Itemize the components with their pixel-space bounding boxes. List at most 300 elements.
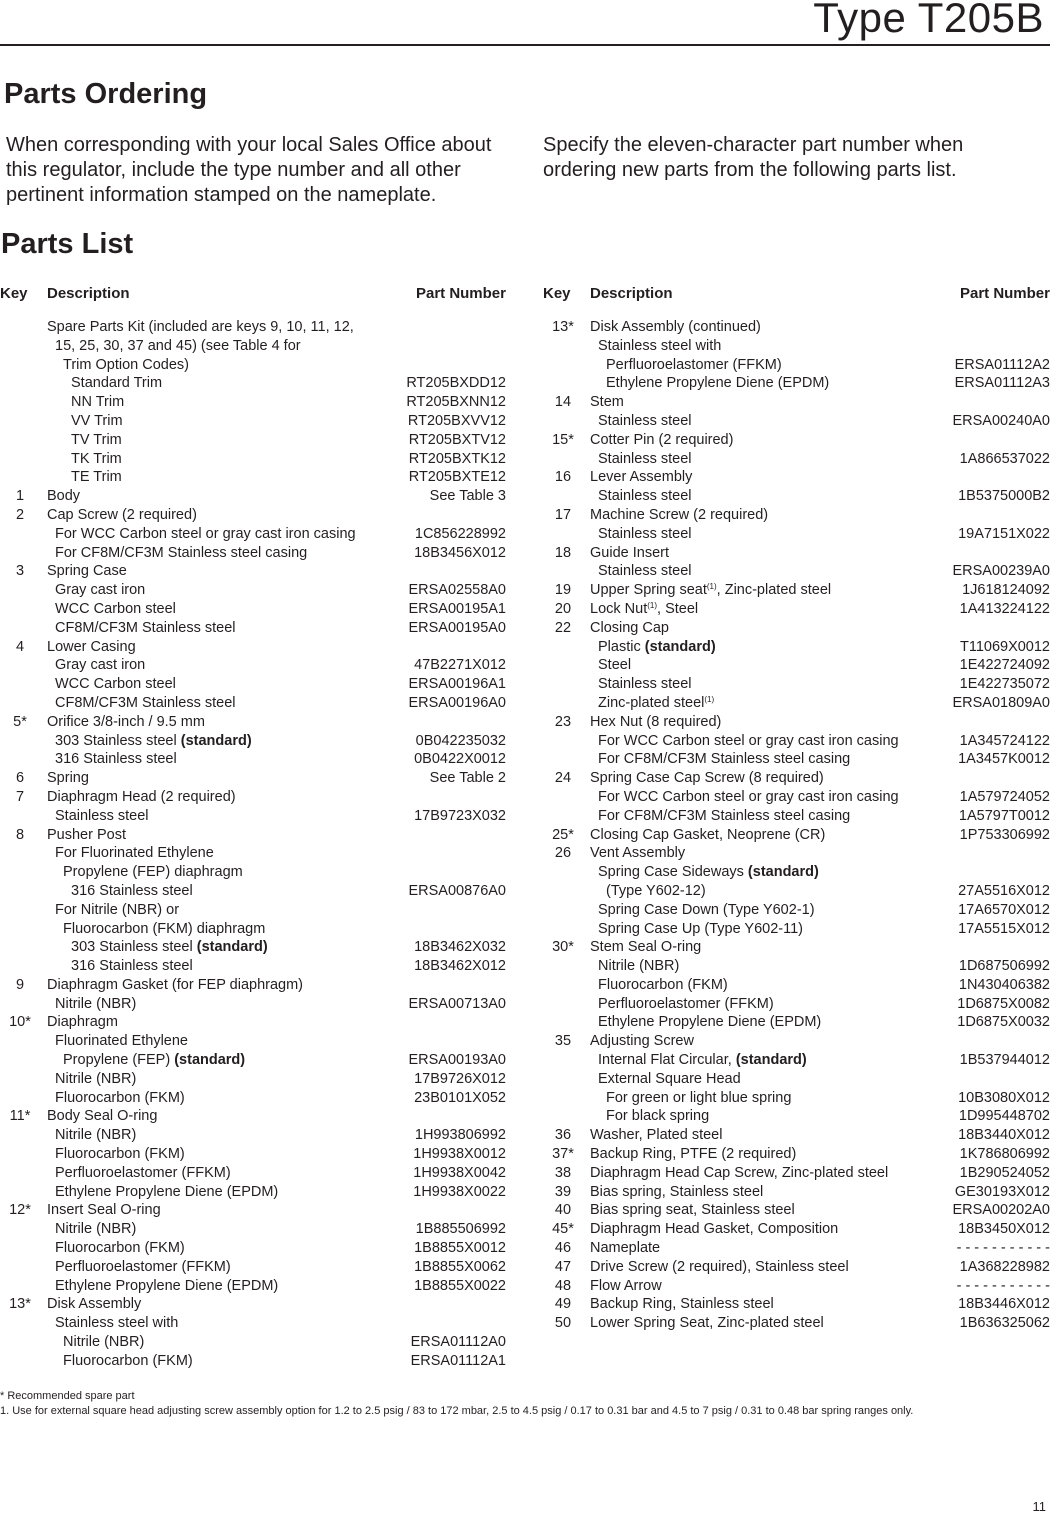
row-description: 303 Stainless steel (standard) (71, 939, 268, 956)
table-row (543, 1070, 1050, 1089)
table-row (0, 1333, 506, 1352)
table-row (543, 901, 1050, 920)
row-description: Stainless steel (598, 525, 692, 542)
row-key: 4 (15, 638, 25, 655)
row-part-number: ERSA00196A1 (408, 676, 506, 693)
footnotes (0, 1389, 913, 1419)
row-description: Propylene (FEP) diaphragm (63, 864, 243, 881)
row-description: Stainless steel (598, 412, 692, 429)
row-description: Diaphragm Gasket (for FEP diaphragm) (47, 976, 304, 993)
row-key: 5* (13, 713, 27, 730)
table-row (0, 957, 506, 976)
table-row (0, 1089, 506, 1108)
row-description: Adjusting Screw (590, 1033, 694, 1050)
row-description: Spring Case Sideways (standard) (598, 864, 819, 881)
row-description: Drive Screw (2 required), Stainless steel (590, 1258, 849, 1275)
row-part-number: 1C856228992 (414, 525, 506, 542)
table-row (543, 1145, 1050, 1164)
row-description: For Nitrile (NBR) or (55, 901, 180, 918)
row-part-number: 0B0422X0012 (414, 751, 506, 768)
table-row (0, 1258, 506, 1277)
table-row (0, 675, 506, 694)
table-row (0, 487, 506, 506)
table-row (543, 525, 1050, 544)
table-row (0, 468, 506, 487)
table-row (543, 938, 1050, 957)
parts-table-right (543, 282, 1050, 1333)
table-row (543, 807, 1050, 826)
table-row (0, 1239, 506, 1258)
row-part-number: 1B885506992 (415, 1221, 506, 1238)
table-row (0, 788, 506, 807)
row-description: 316 Stainless steel (71, 882, 193, 899)
table-row (543, 882, 1050, 901)
row-description: 15, 25, 30, 37 and 45) (see Table 4 for (55, 337, 301, 354)
row-part-number: See Table 2 (429, 770, 506, 787)
row-part-number: ERSA00202A0 (952, 1202, 1050, 1219)
row-description: Fluorocarbon (FKM) (55, 1240, 185, 1257)
standard-marker: (standard) (196, 939, 268, 956)
row-description: For WCC Carbon steel or gray cast iron casing (598, 788, 899, 805)
table-row (543, 1013, 1050, 1032)
row-key: 17 (554, 506, 572, 523)
row-part-number: 1A368228982 (959, 1258, 1050, 1275)
row-description: Fluorocarbon (FKM) (55, 1089, 185, 1106)
row-key: 39 (554, 1183, 572, 1200)
row-description: Internal Flat Circular, (standard) (598, 1052, 807, 1069)
row-description: Spring Case (47, 563, 127, 580)
row-part-number: 18B3450X012 (958, 1221, 1050, 1238)
row-part-number: 1H9938X0022 (413, 1183, 506, 1200)
row-description: Stainless steel (598, 563, 692, 580)
row-description: Upper Spring seat$^{(1)}$, Zinc-plated steel (590, 582, 832, 599)
table-row (543, 544, 1050, 563)
row-description: Perfluoroelastomer (FFKM) (606, 356, 782, 373)
table-row (0, 901, 506, 920)
row-description: For Fluorinated Ethylene (55, 845, 214, 862)
table-row (0, 1295, 506, 1314)
row-key: 11* (9, 1108, 31, 1125)
row-description: For CF8M/CF3M Stainless steel casing (598, 807, 851, 824)
row-key: 13* (9, 1296, 31, 1313)
table-row (543, 619, 1050, 638)
row-description: Diaphragm Head Gasket, Composition (590, 1221, 839, 1238)
row-key: 8 (15, 826, 25, 843)
row-description: For black spring (606, 1108, 710, 1125)
row-description: Spring Case Cap Screw (8 required) (590, 770, 824, 787)
row-key: 19 (554, 582, 572, 599)
row-description: Stainless steel (598, 676, 692, 693)
row-description: Spring (47, 770, 89, 787)
table-row (0, 807, 506, 826)
ordering-text-left: When corresponding with your local Sales Office about this regulator, include the type number and all other pertinent information stamped on the nameplate. (6, 134, 492, 206)
row-description: Stainless steel with (55, 1315, 179, 1332)
table-row (0, 732, 506, 751)
table-row (543, 995, 1050, 1014)
row-description: TK Trim (71, 450, 122, 467)
table-row (0, 920, 506, 939)
table-row (0, 600, 506, 619)
row-part-number: 1D6875X0032 (957, 1014, 1050, 1031)
table-row (543, 468, 1050, 487)
row-part-number: 18B3462X032 (414, 939, 506, 956)
row-description: Diaphragm Head Cap Screw, Zinc-plated steel (590, 1164, 889, 1181)
row-key: 35 (554, 1033, 572, 1050)
row-part-number: 1H9938X0042 (413, 1164, 506, 1181)
row-part-number: 1H993806992 (414, 1127, 506, 1144)
table-row (0, 1145, 506, 1164)
row-part-number: 1B636325062 (959, 1315, 1050, 1332)
row-description: Nameplate (590, 1240, 661, 1257)
row-key: 16 (554, 469, 572, 486)
row-description: NN Trim (71, 394, 125, 411)
row-description: Lower Spring Seat, Zinc-plated steel (590, 1315, 824, 1332)
table-row (0, 976, 506, 995)
table-row (0, 544, 506, 563)
table-row (0, 750, 506, 769)
table-row (0, 713, 506, 732)
row-description: TE Trim (71, 469, 122, 486)
row-description: Fluorocarbon (FKM) diaphragm (63, 920, 266, 937)
row-part-number: ERSA02558A0 (408, 582, 506, 599)
row-key: 26 (554, 845, 572, 862)
row-part-number: 47B2271X012 (414, 657, 506, 674)
row-description: Closing Cap (590, 619, 669, 636)
row-part-number: 17B9723X032 (414, 807, 506, 824)
table-body (0, 318, 506, 1371)
row-part-number: RT205BXTK12 (408, 450, 506, 467)
table-row (543, 863, 1050, 882)
row-description: Ethylene Propylene Diene (EPDM) (606, 375, 830, 392)
table-row (543, 750, 1050, 769)
table-row (543, 1126, 1050, 1145)
row-description: Fluorocarbon (FKM) (55, 1146, 185, 1163)
row-key: 24 (554, 770, 572, 787)
row-description: Closing Cap Gasket, Neoprene (CR) (590, 826, 826, 843)
row-description: External Square Head (598, 1070, 741, 1087)
table-row (0, 638, 506, 657)
table-row (0, 844, 506, 863)
row-description: Nitrile (NBR) (55, 1070, 137, 1087)
table-row (0, 656, 506, 675)
row-description: (Type Y602-12) (606, 882, 706, 899)
row-part-number: ERSA00713A0 (408, 995, 506, 1012)
table-row (543, 412, 1050, 431)
row-part-number: 10B3080X012 (958, 1089, 1050, 1106)
row-key: 25* (552, 826, 574, 843)
table-row (0, 826, 506, 845)
row-part-number: 1B537944012 (959, 1052, 1050, 1069)
row-part-number: 1A345724122 (959, 732, 1050, 749)
row-description: 316 Stainless steel (71, 958, 193, 975)
col-part-number-header: Part Number (959, 285, 1050, 302)
table-row (0, 694, 506, 713)
row-description: Pusher Post (47, 826, 126, 843)
row-description: Propylene (FEP) (standard) (63, 1052, 246, 1069)
row-description: Backup Ring, PTFE (2 required) (590, 1146, 797, 1163)
table-row (0, 506, 506, 525)
row-key: 46 (554, 1240, 572, 1257)
row-description: Gray cast iron (55, 657, 146, 674)
row-key: 9 (15, 976, 25, 993)
row-part-number: GE30193X012 (954, 1183, 1050, 1200)
row-part-number: RT205BXNN12 (406, 394, 506, 411)
header-rule (0, 44, 1050, 46)
row-part-number: 1B8855X0062 (414, 1258, 506, 1275)
row-description: WCC Carbon steel (55, 676, 176, 693)
row-part-number: 1J618124092 (962, 582, 1050, 599)
table-row (543, 957, 1050, 976)
table-row (543, 1258, 1050, 1277)
table-row (543, 1089, 1050, 1108)
row-key: 48 (554, 1277, 572, 1294)
table-row (543, 713, 1050, 732)
table-row (543, 694, 1050, 713)
row-part-number: 1H9938X0012 (413, 1146, 506, 1163)
row-part-number: 18B3456X012 (414, 544, 506, 561)
row-description: Gray cast iron (55, 582, 146, 599)
row-description: Nitrile (NBR) (55, 995, 137, 1012)
table-row (0, 1220, 506, 1239)
row-part-number: 1B8855X0022 (414, 1277, 506, 1294)
table-row (0, 619, 506, 638)
table-row (0, 1013, 506, 1032)
row-description: Fluorocarbon (FKM) (63, 1352, 193, 1369)
row-key: 1 (15, 488, 25, 505)
table-row (0, 863, 506, 882)
footnote-recommended: * Recommended spare part (0, 1390, 135, 1402)
row-description: For WCC Carbon steel or gray cast iron casing (55, 525, 356, 542)
row-description: Machine Screw (2 required) (590, 506, 769, 523)
footnote-ref: (1) (704, 694, 715, 704)
standard-marker: (standard) (180, 732, 252, 749)
row-part-number: 1A5797T0012 (958, 807, 1050, 824)
row-description: Body Seal O-ring (47, 1108, 158, 1125)
footnote-ref: (1) (706, 582, 717, 592)
row-part-number: 1P753306992 (959, 826, 1050, 843)
row-description: 316 Stainless steel (55, 751, 177, 768)
row-description: Nitrile (NBR) (598, 958, 680, 975)
row-description: Stainless steel (55, 807, 149, 824)
row-key: 6 (15, 770, 25, 787)
row-description: Perfluoroelastomer (FFKM) (55, 1164, 231, 1181)
table-row (0, 1183, 506, 1202)
table-row (543, 769, 1050, 788)
row-part-number: - - - - - - - - - - - (956, 1277, 1050, 1294)
table-row (543, 337, 1050, 356)
table-row (0, 356, 506, 375)
row-part-number: 1B5375000B2 (958, 488, 1050, 505)
table-row (543, 1183, 1050, 1202)
row-part-number: 17A6570X012 (958, 901, 1050, 918)
row-description: Nitrile (NBR) (55, 1221, 137, 1238)
page-number: 11 (1032, 1499, 1046, 1514)
row-key: 45* (552, 1221, 574, 1238)
parts-list-heading: Parts List (1, 228, 134, 260)
row-description: Stem (590, 394, 624, 411)
table-row (543, 581, 1050, 600)
row-key: 47 (554, 1258, 572, 1275)
row-part-number: 1A579724052 (959, 788, 1050, 805)
row-description: For CF8M/CF3M Stainless steel casing (55, 544, 308, 561)
row-description: Perfluoroelastomer (FFKM) (55, 1258, 231, 1275)
table-row (543, 1032, 1050, 1051)
row-description: Spare Parts Kit (included are keys 9, 10, 11, 12, (47, 319, 354, 335)
row-part-number: RT205BXTE12 (408, 469, 506, 486)
row-part-number: ERSA00195A0 (408, 619, 506, 636)
row-description: Ethylene Propylene Diene (EPDM) (55, 1183, 279, 1200)
row-description: Disk Assembly (continued) (590, 319, 761, 335)
table-row (543, 732, 1050, 751)
row-part-number: 19A7151X022 (958, 525, 1050, 542)
row-part-number: 17A5515X012 (958, 920, 1050, 937)
table-row (543, 1051, 1050, 1070)
table-row (0, 1201, 506, 1220)
row-description: Fluorocarbon (FKM) (598, 976, 728, 993)
row-description: Orifice 3/8-inch / 9.5 mm (47, 713, 205, 730)
table-body (543, 318, 1050, 1333)
row-description: Lower Casing (47, 638, 136, 655)
row-part-number: ERSA00195A1 (408, 600, 506, 617)
row-description: Bias spring, Stainless steel (590, 1183, 764, 1200)
col-key-header: Key (0, 285, 28, 302)
row-part-number: 17B9726X012 (414, 1070, 506, 1087)
document-title: Type T205B (813, 0, 1044, 41)
table-row (543, 1239, 1050, 1258)
row-description: Lever Assembly (590, 469, 693, 486)
row-key: 7 (15, 788, 25, 805)
row-key: 10* (9, 1014, 31, 1031)
row-part-number: 1A3457K0012 (958, 751, 1050, 768)
row-part-number: ERSA00196A0 (408, 694, 506, 711)
row-description: VV Trim (71, 412, 123, 429)
table-row (0, 1164, 506, 1183)
col-part-number-header: Part Number (415, 285, 506, 302)
row-part-number: 1D6875X0082 (957, 995, 1050, 1012)
standard-marker: (standard) (644, 638, 716, 655)
table-row (543, 356, 1050, 375)
table-row (543, 788, 1050, 807)
row-description: Ethylene Propylene Diene (EPDM) (598, 1014, 822, 1031)
row-part-number: ERSA01112A2 (954, 356, 1050, 373)
row-key: 13* (552, 319, 574, 335)
row-part-number: 27A5516X012 (958, 882, 1050, 899)
row-part-number: 1K786806992 (959, 1146, 1050, 1163)
table-row (543, 431, 1050, 450)
table-row (0, 1277, 506, 1296)
table-header (0, 282, 506, 304)
row-part-number: 18B3462X012 (414, 958, 506, 975)
row-key: 18 (554, 544, 572, 561)
table-row (0, 581, 506, 600)
row-description: For WCC Carbon steel or gray cast iron casing (598, 732, 899, 749)
row-description: Cap Screw (2 required) (47, 506, 197, 523)
row-description: Zinc-plated steel$^{(1)}$ (598, 694, 715, 711)
row-part-number: - - - - - - - - - - - (956, 1240, 1050, 1257)
row-key: 38 (554, 1164, 572, 1181)
table-row (543, 374, 1050, 393)
row-part-number: ERSA01112A1 (410, 1352, 506, 1369)
row-description: Cotter Pin (2 required) (590, 431, 734, 448)
ordering-text-right: Specify the eleven-character part number when ordering new parts from the following parts list. (543, 134, 964, 181)
table-row (0, 374, 506, 393)
row-key: 15* (552, 431, 574, 448)
table-row (0, 450, 506, 469)
row-part-number: 18B3446X012 (958, 1296, 1050, 1313)
row-part-number: ERSA00240A0 (952, 412, 1050, 429)
row-description: Stainless steel with (598, 337, 722, 354)
table-row (0, 995, 506, 1014)
row-description: For green or light blue spring (606, 1089, 792, 1106)
table-row (0, 393, 506, 412)
row-part-number: 0B042235032 (415, 732, 506, 749)
row-part-number: RT205BXVV12 (407, 412, 506, 429)
row-part-number: ERSA00193A0 (408, 1052, 506, 1069)
table-row (543, 393, 1050, 412)
row-key: 40 (554, 1202, 572, 1219)
table-row (543, 506, 1050, 525)
row-part-number: 1B8855X0012 (414, 1240, 506, 1257)
row-description: Plastic (standard) (598, 638, 716, 655)
row-description: Steel (598, 657, 632, 674)
row-description: Stainless steel (598, 450, 692, 467)
table-row (543, 1220, 1050, 1239)
table-row (0, 1032, 506, 1051)
row-part-number: T11069X0012 (959, 638, 1050, 655)
row-part-number: 1E422735072 (959, 676, 1050, 693)
row-key: 23 (554, 713, 572, 730)
row-description: Body (47, 488, 81, 505)
row-description: Trim Option Codes) (63, 356, 189, 373)
table-row (0, 1126, 506, 1145)
table-row (543, 844, 1050, 863)
table-row (0, 882, 506, 901)
parts-ordering-heading: Parts Ordering (4, 78, 208, 110)
table-row (0, 938, 506, 957)
table-row (543, 976, 1050, 995)
table-row (0, 1352, 506, 1371)
row-key: 50 (554, 1315, 572, 1332)
table-row (0, 318, 506, 337)
row-description: Stainless steel (598, 488, 692, 505)
table-row (0, 1314, 506, 1333)
table-row (543, 1314, 1050, 1333)
row-description: TV Trim (71, 431, 122, 448)
table-row (0, 1051, 506, 1070)
row-part-number: ERSA00239A0 (952, 563, 1050, 580)
row-description: CF8M/CF3M Stainless steel (55, 694, 236, 711)
row-description: Washer, Plated steel (590, 1127, 723, 1144)
table-row (543, 826, 1050, 845)
row-description: Nitrile (NBR) (63, 1334, 145, 1351)
standard-marker: (standard) (174, 1052, 246, 1069)
row-description: Perfluoroelastomer (FFKM) (598, 995, 774, 1012)
row-description: Spring Case Down (Type Y602-1) (598, 901, 815, 918)
row-key: 3 (15, 563, 25, 580)
table-row (543, 1295, 1050, 1314)
row-description: Backup Ring, Stainless steel (590, 1296, 774, 1313)
table-row (0, 337, 506, 356)
table-row (543, 318, 1050, 337)
row-description: 303 Stainless steel (standard) (55, 732, 252, 749)
row-description: Guide Insert (590, 544, 669, 561)
table-row (543, 562, 1050, 581)
standard-marker: (standard) (747, 864, 819, 881)
table-row (543, 600, 1050, 619)
row-key: 20 (554, 600, 572, 617)
row-description: Flow Arrow (590, 1277, 662, 1294)
row-part-number: 1D995448702 (958, 1108, 1050, 1125)
